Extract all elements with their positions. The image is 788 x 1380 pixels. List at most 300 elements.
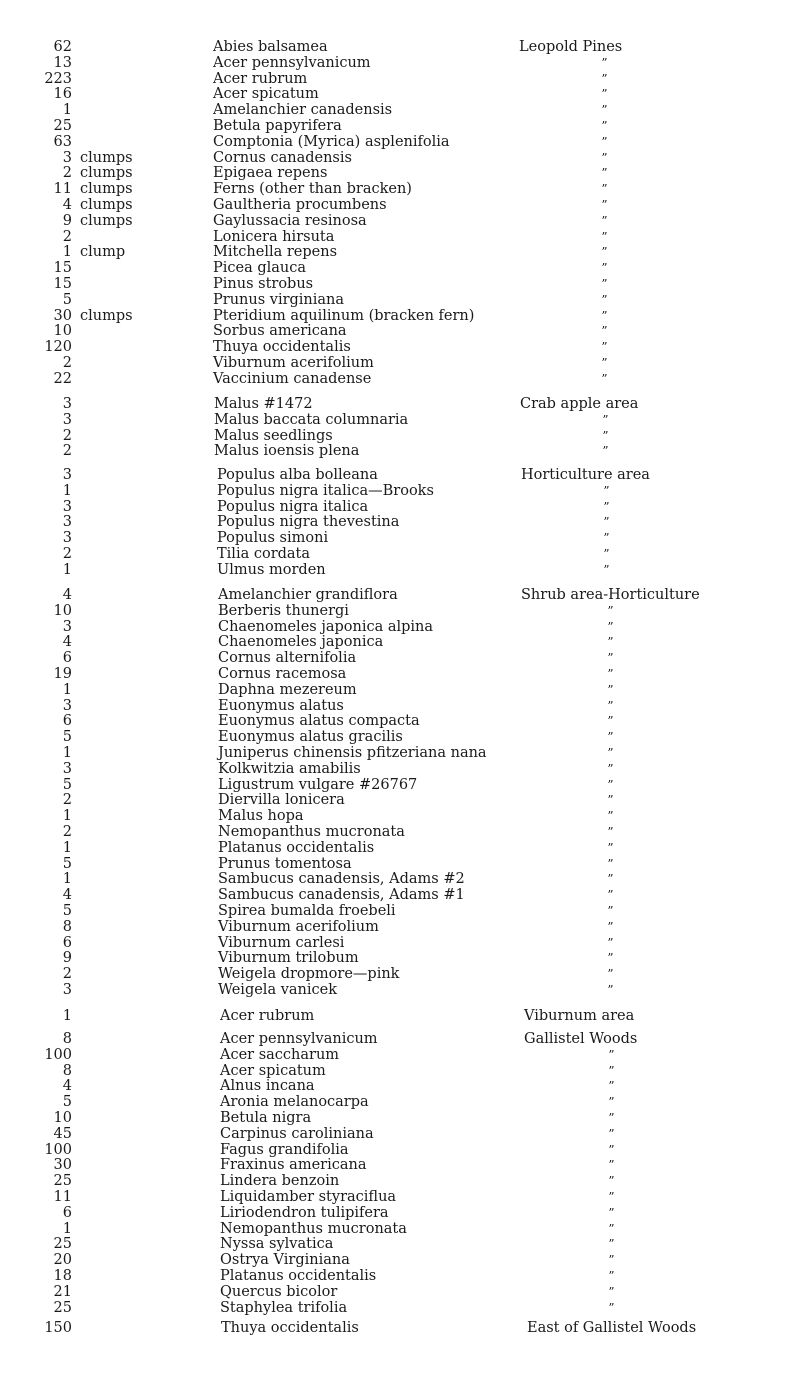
list-row	[0, 966, 788, 982]
list-row	[0, 134, 788, 150]
count-cell: 25	[53, 1299, 72, 1316]
species-name: Cornus canadensis	[213, 149, 352, 166]
list-row	[0, 713, 788, 729]
list-row	[0, 483, 788, 499]
species-name: Ulmus morden	[217, 561, 326, 578]
list-row	[0, 514, 788, 530]
species-name: Alnus incana	[220, 1078, 315, 1095]
ditto-mark: ”	[601, 324, 609, 339]
species-name: Euonymus alatus gracilis	[218, 729, 403, 746]
species-name: Nyssa sylvatica	[220, 1236, 334, 1253]
species-name: Populus simoni	[217, 530, 329, 547]
list-row	[0, 165, 788, 181]
ditto-mark: ”	[603, 531, 611, 546]
species-name: Pinus strobus	[213, 276, 314, 292]
list-row	[0, 1284, 788, 1300]
count-cell: 3	[62, 411, 72, 428]
species-name: Prunus tomentosa	[218, 855, 352, 872]
list-row	[0, 546, 788, 562]
count-cell: 45	[53, 1125, 72, 1142]
species-name: Platanus occidentalis	[218, 839, 375, 856]
ditto-mark: ”	[601, 87, 609, 102]
count-cell: 1	[62, 808, 72, 825]
species-name: Juniperus chinensis pfitzeriana nana	[218, 745, 487, 761]
list-row	[0, 1300, 788, 1316]
count-cell: 30	[53, 1157, 72, 1174]
ditto-mark: ”	[601, 103, 609, 118]
count-cell: 5	[62, 729, 72, 746]
area-label: Leopold Pines	[519, 39, 623, 55]
species-name: Nemopanthus mucronata	[220, 1220, 407, 1237]
ditto-mark: ”	[603, 515, 611, 530]
species-name: Ostrya Virginiana	[220, 1252, 350, 1269]
list-row	[0, 1268, 788, 1284]
species-name: Comptonia (Myrica) asplenifolia	[213, 133, 450, 150]
ditto-mark: ”	[607, 651, 615, 666]
count-cell: 1	[62, 871, 72, 888]
species-name: Malus seedlings	[214, 427, 333, 444]
list-row	[0, 1252, 788, 1268]
list-row	[0, 887, 788, 903]
ditto-mark: ”	[607, 777, 615, 792]
list-row	[0, 443, 788, 459]
area-label: East of Gallistel Woods	[527, 1320, 697, 1336]
list-row	[0, 982, 788, 998]
species-name: Liquidamber styraciflua	[220, 1189, 397, 1205]
ditto-mark: ”	[608, 1221, 616, 1236]
list-row	[0, 1094, 788, 1110]
ditto-mark: ”	[608, 1063, 616, 1078]
count-cell: 10	[53, 602, 72, 619]
list-row	[0, 603, 788, 619]
list-row	[0, 650, 788, 666]
species-name: Epigaea repens	[213, 165, 328, 182]
list-row	[0, 308, 788, 324]
species-name: Viburnum carlesi	[218, 934, 345, 951]
area-label: Shrub area-Horticulture	[521, 587, 700, 603]
ditto-mark: ”	[601, 371, 609, 386]
ditto-mark: ”	[601, 292, 609, 307]
species-name: Nemopanthus mucronata	[218, 824, 405, 840]
ditto-mark: ”	[602, 412, 610, 427]
ditto-mark: ”	[607, 935, 615, 950]
count-cell: 3	[62, 498, 72, 515]
list-row	[0, 1205, 788, 1221]
species-name: Euonymus alatus	[218, 697, 344, 714]
list-row	[0, 682, 788, 698]
ditto-mark: ”	[607, 730, 615, 745]
ditto-mark: ”	[608, 1111, 616, 1125]
ditto-mark: ”	[608, 1284, 616, 1299]
list-row	[0, 666, 788, 682]
ditto-mark: ”	[603, 483, 611, 498]
species-name: Kolkwitzia amabilis	[218, 760, 361, 777]
list-row	[0, 903, 788, 919]
list-row	[0, 761, 788, 777]
list-row	[0, 871, 788, 887]
list-row	[0, 1221, 788, 1237]
count-cell: 5	[62, 776, 72, 793]
ditto-mark: ”	[607, 967, 615, 982]
count-cell: 21	[53, 1283, 72, 1300]
ditto-mark: ”	[601, 150, 609, 165]
area-label: Viburnum area	[524, 1008, 635, 1024]
ditto-mark: ”	[601, 182, 609, 197]
count-cell: 5	[62, 291, 72, 308]
list-row	[0, 919, 788, 935]
count-cell: 11	[53, 1189, 72, 1205]
ditto-mark: ”	[603, 547, 611, 561]
count-cell: 2	[62, 355, 72, 371]
ditto-mark: ”	[608, 1269, 616, 1283]
area-label: Gallistel Woods	[524, 1031, 638, 1047]
count-cell: 1	[62, 681, 72, 698]
count-cell: 6	[62, 650, 72, 667]
species-name: Quercus bicolor	[220, 1283, 338, 1300]
species-name: Populus alba bolleana	[217, 467, 378, 483]
species-name: Malus hopa	[218, 808, 304, 825]
species-name: Malus baccata columnaria	[214, 411, 409, 428]
ditto-mark: ”	[607, 603, 615, 618]
count-cell: 5	[62, 1094, 72, 1111]
list-row	[0, 634, 788, 650]
count-cell: 4	[62, 197, 72, 213]
list-row	[0, 1320, 788, 1336]
species-name: Fraxinus americana	[220, 1157, 367, 1174]
list-row	[0, 729, 788, 745]
species-name: Thuya occidentalis	[213, 339, 351, 356]
ditto-mark: ”	[607, 635, 615, 650]
species-name: Amelanchier grandiflora	[218, 587, 398, 603]
ditto-mark: ”	[608, 1158, 616, 1173]
species-name: Cornus alternifolia	[218, 650, 357, 667]
species-name: Malus #1472	[214, 396, 313, 412]
ditto-mark: ”	[601, 340, 609, 355]
list-row	[0, 587, 788, 603]
count-cell: 223	[44, 70, 72, 87]
count-cell: 3	[62, 760, 72, 777]
species-name: Chaenomeles japonica alpina	[218, 618, 434, 635]
list-row	[0, 323, 788, 339]
unit-cell: clumps	[80, 197, 133, 213]
list-row	[0, 1031, 788, 1047]
ditto-mark: ”	[607, 919, 615, 934]
ditto-mark: ”	[607, 951, 615, 966]
ditto-mark: ”	[601, 356, 609, 370]
species-name: Viburnum acerifolium	[218, 918, 379, 935]
count-cell: 20	[53, 1252, 72, 1269]
list-row	[0, 260, 788, 276]
area-label: Crab apple area	[520, 396, 639, 412]
count-cell: 8	[62, 918, 72, 935]
species-name: Thuya occidentalis	[221, 1320, 359, 1336]
list-row	[0, 292, 788, 308]
ditto-mark: ”	[608, 1237, 616, 1252]
species-name: Malus ioensis plena	[214, 443, 360, 460]
count-cell: 15	[53, 276, 72, 292]
count-cell: 3	[62, 396, 72, 412]
count-cell: 3	[62, 530, 72, 547]
list-row	[0, 1126, 788, 1142]
count-cell: 2	[62, 546, 72, 562]
ditto-mark: ”	[601, 71, 609, 86]
species-name: Amelanchier canadensis	[213, 102, 393, 119]
ditto-mark: ”	[608, 1253, 616, 1268]
species-name: Gaultheria procumbens	[213, 197, 387, 213]
list-row	[0, 428, 788, 444]
list-row	[0, 150, 788, 166]
ditto-mark: ”	[601, 166, 609, 181]
species-name: Chaenomeles japonica	[218, 634, 384, 651]
count-cell: 100	[44, 1046, 72, 1063]
list-row	[0, 1047, 788, 1063]
count-cell: 25	[53, 118, 72, 134]
ditto-mark: ”	[601, 261, 609, 276]
ditto-mark: ”	[608, 1047, 616, 1062]
ditto-mark: ”	[607, 698, 615, 713]
ditto-mark: ”	[608, 1300, 616, 1315]
ditto-mark: ”	[608, 1126, 616, 1141]
count-cell: 3	[62, 149, 72, 166]
species-name: Acer spicatum	[213, 86, 319, 103]
ditto-mark: ”	[607, 825, 615, 839]
count-cell: 2	[62, 443, 72, 460]
list-row	[0, 792, 788, 808]
ditto-mark: ”	[601, 245, 609, 260]
species-name: Abies balsamea	[213, 39, 328, 55]
count-cell: 2	[62, 427, 72, 444]
ditto-mark: ”	[607, 856, 615, 871]
species-name: Populus nigra italica—Brooks	[217, 482, 434, 499]
unit-cell: clumps	[80, 165, 133, 182]
ditto-mark: ”	[607, 872, 615, 887]
ditto-mark: ”	[607, 809, 615, 824]
species-name: Euonymus alatus compacta	[218, 713, 420, 730]
list-row	[0, 1142, 788, 1158]
count-cell: 9	[62, 212, 72, 229]
count-cell: 1	[62, 1008, 72, 1024]
ditto-mark: ”	[601, 229, 609, 244]
list-row	[0, 118, 788, 134]
ditto-mark: ”	[602, 444, 610, 459]
species-name: Viburnum trilobum	[218, 950, 359, 967]
list-row	[0, 71, 788, 87]
count-cell: 13	[53, 54, 72, 71]
count-cell: 1	[62, 102, 72, 119]
list-row	[0, 55, 788, 71]
species-name: Sambucus canadensis, Adams #2	[218, 871, 465, 888]
count-cell: 22	[53, 370, 72, 387]
count-cell: 2	[62, 228, 72, 245]
count-cell: 2	[62, 966, 72, 983]
list-row	[0, 1173, 788, 1189]
count-cell: 3	[62, 618, 72, 635]
list-row	[0, 1157, 788, 1173]
species-name: Prunus virginiana	[213, 291, 345, 308]
count-cell: 1	[62, 561, 72, 578]
list-row	[0, 276, 788, 292]
list-row	[0, 840, 788, 856]
list-row	[0, 950, 788, 966]
list-row	[0, 467, 788, 483]
species-name: Gaylussacia resinosa	[213, 212, 367, 229]
species-name: Acer saccharum	[220, 1046, 340, 1063]
ditto-mark: ”	[608, 1095, 616, 1110]
ditto-mark: ”	[608, 1142, 616, 1157]
count-cell: 150	[44, 1320, 72, 1336]
ditto-mark: ”	[607, 904, 615, 918]
species-name: Pteridium aquilinum (bracken fern)	[213, 307, 475, 324]
list-row	[0, 619, 788, 635]
list-row	[0, 856, 788, 872]
species-name: Cornus racemosa	[218, 666, 347, 682]
ditto-mark: ”	[607, 793, 615, 808]
species-name: Lindera benzoin	[220, 1173, 340, 1190]
list-row	[0, 339, 788, 355]
list-row	[0, 530, 788, 546]
species-name: Mitchella repens	[213, 244, 338, 261]
species-name: Sambucus canadensis, Adams #1	[218, 887, 465, 904]
species-name: Betula papyrifera	[213, 118, 342, 134]
species-name: Platanus occidentalis	[220, 1268, 377, 1284]
ditto-mark: ”	[601, 198, 609, 212]
ditto-mark: ”	[601, 119, 609, 133]
ditto-mark: ”	[607, 714, 615, 729]
ditto-mark: ”	[608, 1079, 616, 1094]
list-row	[0, 229, 788, 245]
list-row	[0, 213, 788, 229]
ditto-mark: ”	[608, 1190, 616, 1204]
count-cell: 4	[62, 587, 72, 603]
count-cell: 62	[53, 39, 72, 55]
species-name: Fagus grandifolia	[220, 1141, 349, 1158]
species-name: Ferns (other than bracken)	[213, 181, 412, 198]
list-row	[0, 808, 788, 824]
count-cell: 120	[44, 339, 72, 356]
species-name: Picea glauca	[213, 260, 307, 277]
count-cell: 2	[62, 792, 72, 809]
species-name: Populus nigra thevestina	[217, 514, 400, 531]
species-name: Staphylea trifolia	[220, 1299, 348, 1316]
list-row	[0, 86, 788, 102]
list-row	[0, 181, 788, 197]
ditto-mark: ”	[607, 619, 615, 634]
area-label: Horticulture area	[521, 467, 650, 483]
count-cell: 16	[53, 86, 72, 103]
ditto-mark: ”	[603, 562, 611, 577]
list-row	[0, 1078, 788, 1094]
count-cell: 4	[62, 634, 72, 651]
species-name: Spirea bumalda froebeli	[218, 903, 396, 919]
species-name: Daphna mezereum	[218, 681, 357, 698]
species-name: Vaccinium canadense	[213, 370, 372, 387]
ditto-mark: ”	[607, 682, 615, 697]
count-cell: 3	[62, 514, 72, 531]
species-name: Weigela dropmore—pink	[218, 966, 400, 983]
list-row	[0, 412, 788, 428]
ditto-mark: ”	[603, 499, 611, 514]
unit-cell: clumps	[80, 149, 133, 166]
list-row	[0, 1063, 788, 1079]
list-row	[0, 371, 788, 387]
count-cell: 11	[53, 181, 72, 198]
list-row	[0, 1236, 788, 1252]
count-cell: 9	[62, 950, 72, 967]
species-name: Lonicera hirsuta	[213, 228, 335, 245]
count-cell: 10	[53, 323, 72, 340]
unit-cell: clumps	[80, 307, 133, 324]
unit-cell: clumps	[80, 181, 133, 198]
list-row	[0, 824, 788, 840]
ditto-mark: ”	[608, 1174, 616, 1189]
count-cell: 3	[62, 982, 72, 998]
count-cell: 1	[62, 1220, 72, 1237]
ditto-mark: ”	[601, 55, 609, 70]
count-cell: 6	[62, 1204, 72, 1221]
count-cell: 2	[62, 165, 72, 182]
count-cell: 25	[53, 1236, 72, 1253]
count-cell: 1	[62, 839, 72, 856]
count-cell: 25	[53, 1173, 72, 1190]
count-cell: 63	[53, 133, 72, 150]
species-name: Viburnum acerifolium	[213, 355, 374, 371]
species-name: Acer pennsylvanicum	[220, 1031, 378, 1047]
ditto-mark: ”	[607, 840, 615, 855]
count-cell: 30	[53, 307, 72, 324]
species-name: Acer rubrum	[220, 1008, 315, 1024]
species-name: Acer pennsylvanicum	[213, 54, 371, 71]
ditto-mark: ”	[601, 277, 609, 291]
species-name: Acer rubrum	[213, 70, 308, 87]
list-row	[0, 745, 788, 761]
ditto-mark: ”	[601, 308, 609, 323]
species-name: Diervilla lonicera	[218, 792, 345, 809]
count-cell: 3	[62, 467, 72, 483]
count-cell: 18	[53, 1268, 72, 1284]
count-cell: 15	[53, 260, 72, 277]
species-name: Carpinus caroliniana	[220, 1125, 374, 1142]
species-name: Populus nigra italica	[217, 498, 369, 515]
count-cell: 8	[62, 1031, 72, 1047]
count-cell: 100	[44, 1141, 72, 1158]
count-cell: 1	[62, 745, 72, 761]
ditto-mark: ”	[608, 1205, 616, 1220]
ditto-mark: ”	[601, 213, 609, 228]
species-name: Ligustrum vulgare #26767	[218, 776, 418, 793]
unit-cell: clump	[80, 244, 126, 261]
list-row	[0, 197, 788, 213]
species-name: Aronia melanocarpa	[220, 1094, 369, 1111]
species-name: Weigela vanicek	[218, 982, 337, 998]
list-row	[0, 777, 788, 793]
ditto-mark: ”	[602, 428, 610, 443]
count-cell: 5	[62, 903, 72, 919]
species-name: Liriodendron tulipifera	[220, 1204, 389, 1221]
ditto-mark: ”	[607, 888, 615, 903]
count-cell: 19	[53, 666, 72, 682]
count-cell: 4	[62, 1078, 72, 1095]
ditto-mark: ”	[607, 746, 615, 760]
list-row	[0, 1110, 788, 1126]
species-name: Tilia cordata	[217, 546, 311, 562]
count-cell: 4	[62, 887, 72, 904]
list-row	[0, 698, 788, 714]
list-row	[0, 562, 788, 578]
unit-cell: clumps	[80, 212, 133, 229]
ditto-mark: ”	[607, 667, 615, 681]
count-cell: 6	[62, 713, 72, 730]
count-cell: 10	[53, 1110, 72, 1126]
